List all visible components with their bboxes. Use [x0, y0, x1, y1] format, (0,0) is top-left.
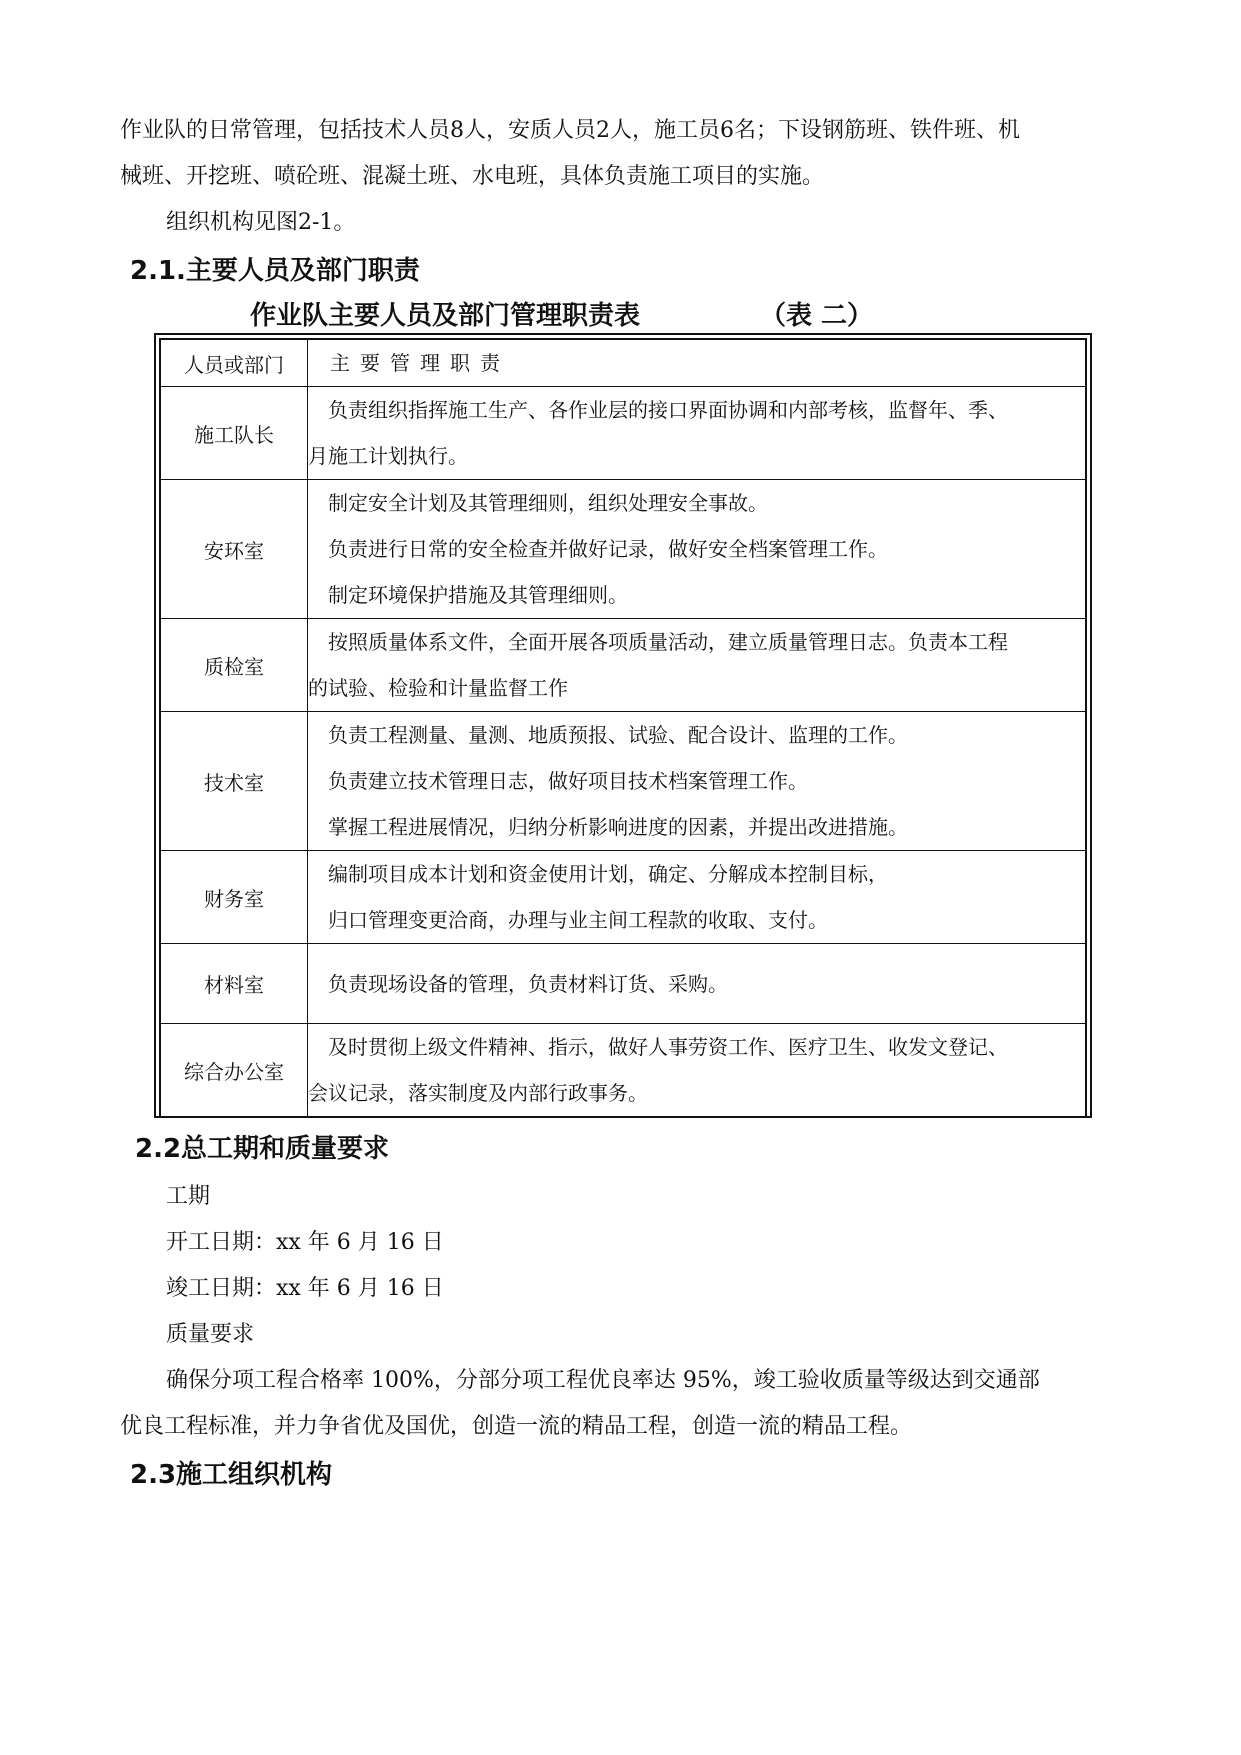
dept-cell: 技术室 — [160, 712, 308, 851]
duties-cell — [308, 712, 1087, 851]
table-row — [160, 387, 1086, 480]
header-duties-label: 主要管理职责 — [330, 351, 510, 375]
dept-cell: 综合办公室 — [160, 1024, 308, 1118]
paragraph: 组织机构见图2-1。 — [166, 210, 356, 235]
section-heading-2-1: 2.1.主要人员及部门职责 — [130, 256, 420, 286]
start-date: 开工日期：xx 年 6 月 16 日 — [166, 1230, 444, 1255]
duties-cell — [308, 387, 1087, 480]
dept-cell: 施工队长 — [160, 387, 308, 480]
section-heading-2-2: 2.2总工期和质量要求 — [135, 1134, 390, 1164]
quality-line: 确保分项工程合格率 100%，分部分项工程优良率达 95%，竣工验收质量等级达到交通部 — [166, 1368, 1040, 1393]
table-caption: 作业队主要人员及部门管理职责表 — [250, 301, 641, 331]
table-number: （表 二） — [760, 301, 874, 331]
dept-cell: 材料室 — [160, 944, 308, 1024]
duties-cell — [308, 1024, 1087, 1118]
duty-line: 及时贯彻上级文件精神、指示，做好人事劳资工作、医疗卫生、收发文登记、 — [328, 1035, 1008, 1059]
duty-line: 会议记录，落实制度及内部行政事务。 — [308, 1081, 648, 1105]
paragraph-line: 械班、开挖班、喷砼班、混凝土班、水电班，具体负责施工项目的实施。 — [120, 164, 825, 189]
duty-line: 的试验、检验和计量监督工作 — [308, 676, 568, 700]
table-row — [160, 712, 1086, 851]
duty-line: 月施工计划执行。 — [308, 444, 468, 468]
table-row — [160, 619, 1086, 712]
header-dept: 人员或部门 — [160, 339, 308, 387]
duty-table — [159, 338, 1087, 1118]
end-date: 竣工日期：xx 年 6 月 16 日 — [166, 1276, 444, 1301]
duty-line: 负责建立技术管理日志，做好项目技术档案管理工作。 — [328, 769, 808, 793]
dept-cell: 质检室 — [160, 619, 308, 712]
duty-line: 掌握工程进展情况，归纳分析影响进度的因素，并提出改进措施。 — [328, 815, 908, 839]
duty-line: 负责工程测量、量测、地质预报、试验、配合设计、监理的工作。 — [328, 723, 908, 747]
duties-cell — [308, 480, 1087, 619]
period-label: 工期 — [166, 1184, 211, 1209]
duty-line: 按照质量体系文件，全面开展各项质量活动，建立质量管理日志。负责本工程 — [328, 630, 1008, 654]
paragraph-line: 作业队的日常管理，包括技术人员8人，安质人员2人，施工员6名；下设钢筋班、铁件班、机 — [120, 118, 1020, 143]
duties-cell — [308, 851, 1087, 944]
table-row — [160, 1024, 1086, 1118]
duties-cell — [308, 619, 1087, 712]
dept-cell: 财务室 — [160, 851, 308, 944]
quality-label: 质量要求 — [166, 1322, 255, 1347]
duty-line: 归口管理变更洽商，办理与业主间工程款的收取、支付。 — [328, 908, 828, 932]
section-heading-2-3: 2.3施工组织机构 — [130, 1460, 333, 1490]
table-header-row — [160, 339, 1086, 387]
quality-line: 优良工程标准，并力争省优及国优，创造一流的精品工程，创造一流的精品工程。 — [120, 1414, 913, 1439]
duty-line: 编制项目成本计划和资金使用计划，确定、分解成本控制目标， — [328, 862, 888, 886]
duty-line: 制定环境保护措施及其管理细则。 — [328, 583, 628, 607]
dept-cell: 安环室 — [160, 480, 308, 619]
duty-line: 负责组织指挥施工生产、各作业层的接口界面协调和内部考核，监督年、季、 — [328, 398, 1008, 422]
duty-line: 负责现场设备的管理，负责材料订货、采购。 — [328, 971, 728, 996]
duty-line: 制定安全计划及其管理细则，组织处理安全事故。 — [328, 491, 768, 515]
duty-table-frame — [154, 333, 1092, 1118]
duty-line: 负责进行日常的安全检查并做好记录，做好安全档案管理工作。 — [328, 537, 888, 561]
header-duties — [308, 339, 1087, 387]
table-row — [160, 480, 1086, 619]
duties-cell — [308, 944, 1087, 1024]
table-row — [160, 944, 1086, 1024]
table-row — [160, 851, 1086, 944]
